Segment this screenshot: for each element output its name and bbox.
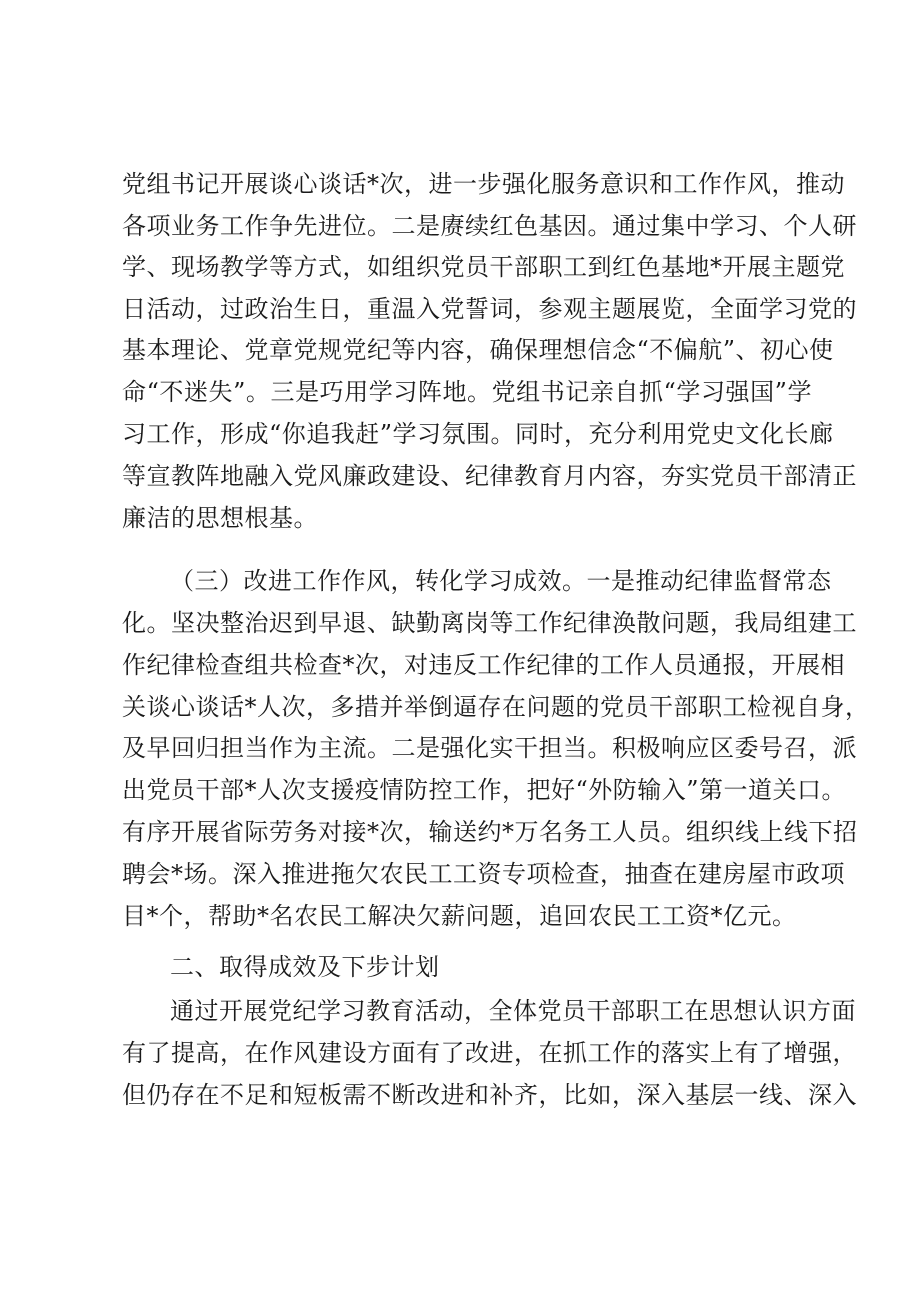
paragraph-line: 命“不迷失”。三是巧用学习阵地。党组书记亲自抓“学习强国”学 bbox=[122, 378, 812, 406]
section-heading: 二、取得成效及下步计划 bbox=[170, 953, 440, 981]
paragraph-line: 关谈心谈话*人次，多措并举倒逼存在问题的党员干部职工检视自身， bbox=[122, 693, 870, 721]
paragraph-line: 化。坚决整治迟到早退、缺勤离岗等工作纪律涣散问题，我局组建工 bbox=[122, 609, 857, 637]
paragraph-line: 习工作，形成“你追我赶”学习氛围。同时，充分利用党史文化长廊 bbox=[122, 420, 834, 448]
paragraph-line: 廉洁的思想根基。 bbox=[122, 504, 318, 532]
paragraph-line: 目*个，帮助*名农民工解决欠薪问题，追回农民工工资*亿元。 bbox=[122, 902, 797, 930]
paragraph-line: 党组书记开展谈心谈话*次，进一步强化服务意识和工作作风，推动 bbox=[122, 170, 845, 198]
section-heading-line: （三）改进工作作风，转化学习成效。一是推动纪律监督常态 bbox=[170, 567, 832, 595]
paragraph-line: 各项业务工作争先进位。二是赓续红色基因。通过集中学习、个人研 bbox=[122, 212, 857, 240]
paragraph-line: 出党员干部*人次支援疫情防控工作，把好“外防输入”第一道关口。 bbox=[122, 776, 847, 804]
paragraph-line: 但仍存在不足和短板需不断改进和补齐，比如，深入基层一线、深入 bbox=[122, 1081, 857, 1109]
paragraph-line: 学、现场教学等方式，如组织党员干部职工到红色基地*开展主题党 bbox=[122, 253, 845, 281]
paragraph-line: 通过开展党纪学习教育活动，全体党员干部职工在思想认识方面 bbox=[170, 997, 856, 1025]
paragraph-line: 日活动，过政治生日，重温入党誓词，参观主题展览，全面学习党的 bbox=[122, 295, 857, 323]
paragraph-line: 作纪律检查组共检查*次，对违反工作纪律的工作人员通报，开展相 bbox=[122, 651, 845, 679]
paragraph-line: 及早回归担当作为主流。二是强化实干担当。积极响应区委号召，派 bbox=[122, 734, 857, 762]
paragraph-line: 聘会*场。深入推进拖欠农民工工资专项检查，抽查在建房屋市政项 bbox=[122, 860, 845, 888]
paragraph-line: 等宣教阵地融入党风廉政建设、纪律教育月内容，夯实党员干部清正 bbox=[122, 462, 857, 490]
paragraph-line: 有了提高，在作风建设方面有了改进，在抓工作的落实上有了增强， bbox=[122, 1039, 857, 1067]
paragraph-line: 基本理论、党章党规党纪等内容，确保理想信念“不偏航”、初心使 bbox=[122, 336, 834, 364]
paragraph-line: 有序开展省际劳务对接*次，输送约*万名务工人员。组织线上线下招 bbox=[122, 818, 858, 846]
